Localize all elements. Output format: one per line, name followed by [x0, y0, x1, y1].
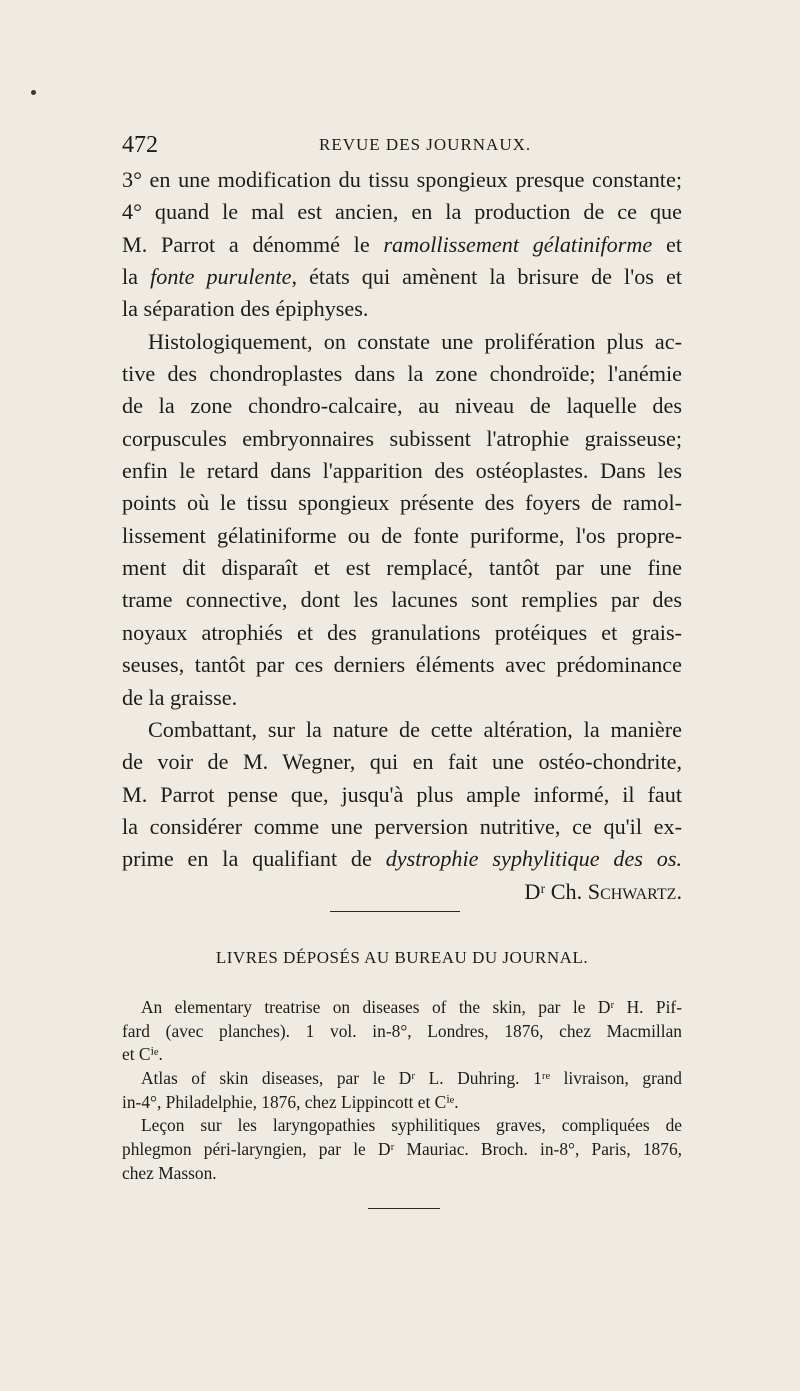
body-line: lissement gélatiniforme ou de fonte puriforme, l'os propre- — [122, 522, 682, 548]
body-line: de voir de M. Wegner, qui en fait une ostéo-chondrite, — [122, 749, 682, 775]
section-divider — [330, 911, 460, 912]
books-list — [122, 996, 682, 1186]
body-line: prime en la qualifiant de dystrophie syphylitique des os. — [122, 846, 682, 872]
body-line: Histologiquement, on constate une prolifération plus ac- — [148, 328, 682, 354]
book-entry-line: chez Masson. — [122, 1162, 217, 1183]
body-line: corpuscules embryonnaires subissent l'atrophie graisseuse; — [122, 425, 682, 451]
body-line: noyaux atrophiés et des granulations protéiques et grais- — [122, 619, 682, 645]
italic-term: ramollissement gélatiniforme — [383, 231, 653, 257]
body-line: enfin le retard dans l'apparition des ostéoplastes. Dans les — [122, 458, 682, 484]
body-line: 4° quand le mal est ancien, en la production de ce que — [122, 199, 682, 225]
italic-term: dystrophie syphylitique des os. — [385, 846, 682, 872]
ink-speck — [31, 90, 36, 95]
books-section-title: LIVRES DÉPOSÉS AU BUREAU DU JOURNAL. — [215, 948, 589, 967]
body-line: Combattant, sur la nature de cette altération, la manière — [148, 716, 682, 742]
book-entry-line: An elementary treatrise on diseases of the skin, par le Dʳ H. Pif- — [141, 997, 682, 1017]
body-line: ment dit disparaît et est remplacé, tantôt par une fine — [122, 555, 682, 581]
book-entry-line: Leçon sur les laryngopathies syphilitiques graves, compliquées de — [141, 1115, 682, 1136]
page-number: 472 — [122, 132, 158, 158]
book-entry-line: in-4°, Philadelphie, 1876, chez Lippincott et Cⁱᵉ. — [122, 1091, 459, 1112]
end-divider — [368, 1208, 440, 1209]
signature-initials: Ch. — [550, 878, 583, 904]
signature-surname: Schwartz. — [587, 878, 682, 904]
page-header — [122, 130, 682, 160]
signature-title: Dʳ — [524, 878, 546, 904]
body-line: trame connective, dont les lacunes sont remplies par des — [122, 587, 682, 613]
book-entry-line: fard (avec planches). 1 vol. in-8°, Londres, 1876, chez Macmillan — [122, 1020, 682, 1041]
body-line: seuses, tantôt par ces derniers éléments avec prédominance — [122, 652, 682, 678]
italic-term: fonte purulente — [150, 264, 292, 290]
running-head: REVUE DES JOURNAUX. — [319, 135, 532, 154]
book-entry-line: et Cⁱᵉ. — [122, 1044, 163, 1065]
article-body — [122, 164, 682, 908]
body-line: la séparation des épiphyses. — [122, 296, 369, 322]
body-line: points où le tissu spongieux présente des foyers de ramol- — [122, 490, 682, 516]
body-line: M. Parrot pense que, jusqu'à plus ample informé, il faut — [122, 781, 682, 807]
author-signature — [122, 876, 682, 908]
book-entry-line: Atlas of skin diseases, par le Dʳ L. Duhring. 1ʳᵉ livraison, grand — [141, 1068, 682, 1089]
body-line: M. Parrot a dénommé le ramollissement gélatiniforme et — [122, 231, 683, 257]
body-line: 3° en une modification du tissu spongieux presque constante; — [122, 167, 682, 192]
body-line: la fonte purulente, états qui amènent la brisure de l'os et — [122, 264, 682, 290]
body-line: de la graisse. — [122, 684, 238, 710]
book-entry-line: phlegmon péri-laryngien, par le Dʳ Mauriac. Broch. in-8°, Paris, 1876, — [122, 1139, 682, 1160]
body-line: la considérer comme une perversion nutritive, ce qu'il ex- — [122, 813, 682, 839]
body-line: tive des chondroplastes dans la zone chondroïde; l'anémie — [122, 361, 682, 387]
body-line: de la zone chondro-calcaire, au niveau de laquelle des — [122, 393, 682, 419]
